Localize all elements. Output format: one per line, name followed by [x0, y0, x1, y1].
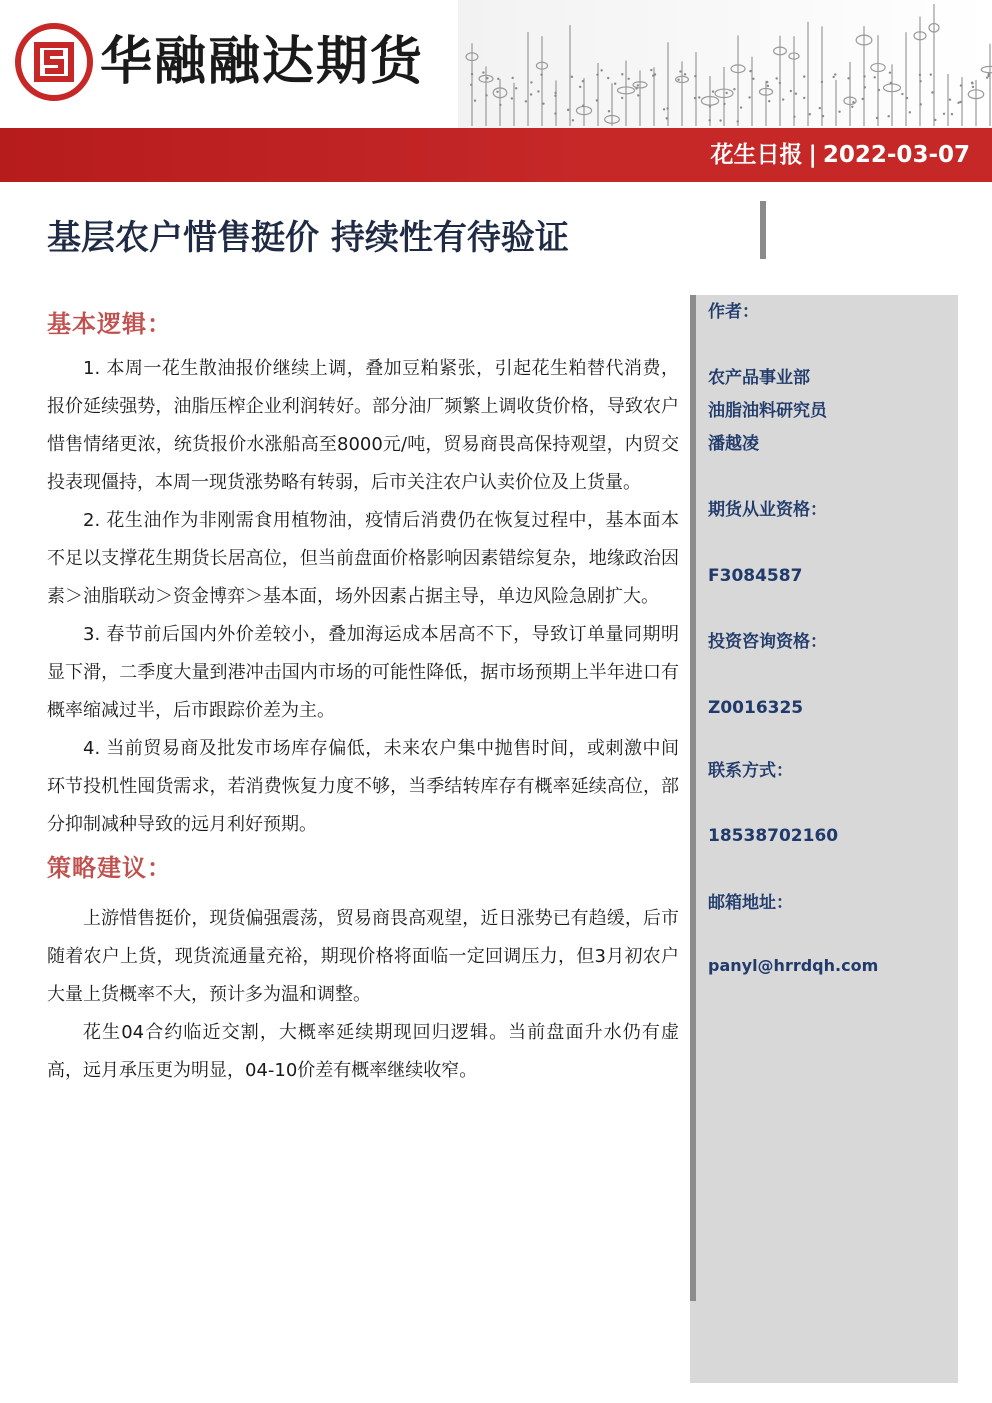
report-separator: | [808, 142, 817, 168]
author-name: 潘越凌 [708, 434, 759, 454]
section-title-strategy: 策略建议： [47, 854, 172, 882]
report-type: 花生日报 [710, 142, 803, 168]
advisory-license-label: 投资咨询资格： [708, 632, 827, 652]
brand-name: 华融融达期货 [100, 32, 425, 92]
report-date: 2022-03-07 [822, 142, 970, 168]
header-decoration [458, 0, 992, 128]
report-tag [710, 128, 970, 182]
email-address: panyl@hrrdqh.com [708, 956, 879, 975]
author-position: 油脂油料研究员 [708, 401, 827, 421]
basic-logic-paragraph-3: 3. 春节前后国内外价差较小，叠加海运成本居高不下，导致订单量同期明显下滑，二季度大量到港冲击国内市场的可能性降低，据市场预期上半年进口有概率缩减过半，后市跟踪价差为主。 [47, 624, 679, 721]
email-label: 邮箱地址： [708, 893, 793, 913]
basic-logic-paragraph-1: 1. 本周一花生散油报价继续上调，叠加豆粕紧张，引起花生粕替代消费，报价延续强势，油脂压榨企业利润转好。部分油厂频繁上调收货价格，导致农户惜售情绪更浓，统货报价水涨船高至8000元/吨，贸易商畏高保持观望，内贸交投表现僵持，本周一现货涨势略有转弱，后市关注农户认卖价位及上货量。 [47, 358, 679, 493]
contact-phone: 18538702160 [708, 826, 839, 846]
sidebar-edge [690, 295, 696, 1301]
contact-label: 联系方式： [708, 761, 793, 781]
company-logo [14, 22, 94, 102]
strategy-paragraph-1: 上游惜售挺价，现货偏强震荡，贸易商畏高观望，近日涨势已有趋缓，后市随着农户上货，现货流通量充裕，期现价格将面临一定回调压力，但3月初农户大量上货概率不大，预计多为温和调整。 [47, 908, 679, 1005]
section-title-basic-logic: 基本逻辑： [47, 310, 172, 338]
report-title: 基层农户惜售挺价 持续性有待验证 [47, 218, 569, 258]
report-header-bar [0, 128, 992, 182]
advisory-license-number: Z0016325 [708, 698, 804, 718]
futures-license-label: 期货从业资格： [708, 500, 827, 520]
title-accent-bar [760, 201, 766, 259]
basic-logic-paragraph-4: 4. 当前贸易商及批发市场库存偏低，未来农户集中抛售时间，或刺激中间环节投机性囤货需求，若消费恢复力度不够，当季结转库存有概率延续高位，部分抑制减种导致的远月利好预期。 [47, 738, 679, 835]
basic-logic-paragraph-2: 2. 花生油作为非刚需食用植物油，疫情后消费仍在恢复过程中，基本面本不足以支撑花生期货长居高位，但当前盘面价格影响因素错综复杂，地缘政治因素＞油脂联动＞资金博弈＞基本面，场外因素占据主导，单边风险急剧扩大。 [47, 510, 679, 607]
author-department: 农产品事业部 [708, 368, 810, 388]
strategy-paragraph-2: 花生04合约临近交割，大概率延续期现回归逻辑。当前盘面升水仍有虚高，远月承压更为明显，04-10价差有概率继续收窄。 [47, 1022, 679, 1081]
main-content [47, 300, 679, 1090]
author-label: 作者： [708, 302, 759, 322]
futures-license-number: F3084587 [708, 566, 803, 586]
